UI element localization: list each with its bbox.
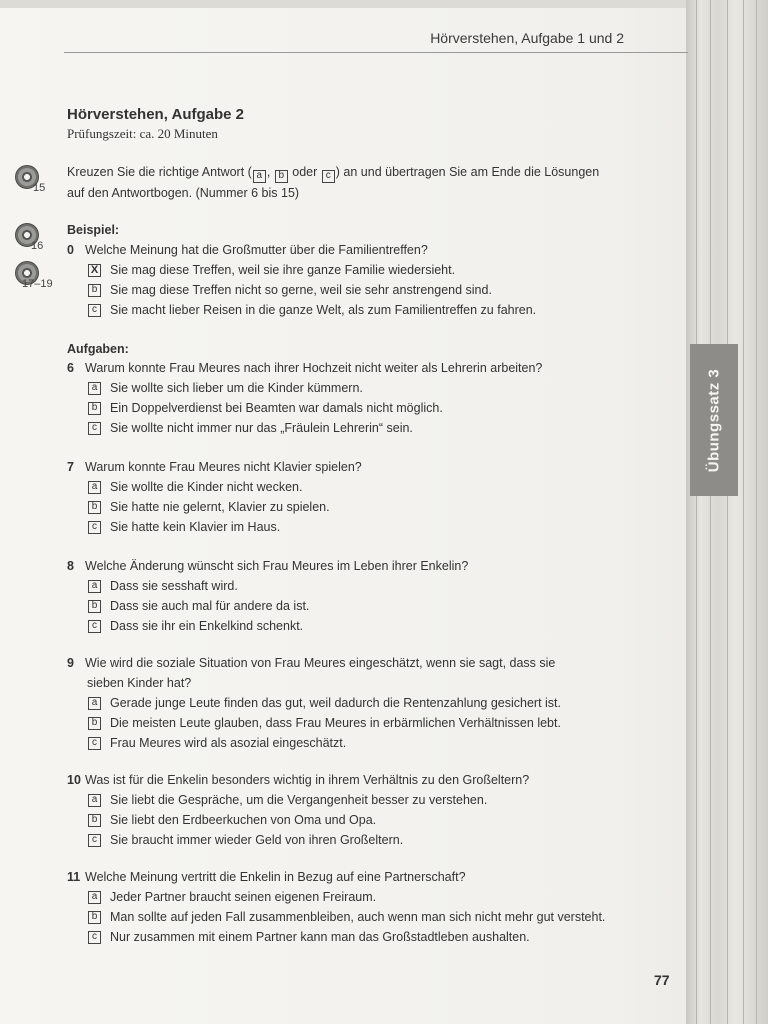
option-text: Sie wollte die Kinder nicht wecken. bbox=[110, 480, 303, 494]
option-text: Sie wollte sich lieber um die Kinder kümmern. bbox=[110, 381, 363, 395]
answer-box[interactable]: c bbox=[88, 521, 101, 534]
option-text: Jeder Partner braucht seinen eigenen Freiraum. bbox=[110, 890, 377, 904]
option-text: Die meisten Leute glauben, dass Frau Meures in erbärmlichen Verhältnissen lebt. bbox=[110, 716, 561, 730]
option bbox=[87, 736, 346, 750]
option bbox=[87, 930, 530, 944]
page-edge-strip bbox=[686, 0, 768, 1024]
example-option bbox=[87, 283, 492, 297]
cd-track-label: 17–19 bbox=[22, 278, 53, 290]
answer-box[interactable]: b bbox=[88, 814, 101, 827]
answer-box[interactable]: a bbox=[88, 891, 101, 904]
option bbox=[87, 910, 605, 924]
side-tab-uebungssatz bbox=[690, 344, 738, 496]
header-rule bbox=[64, 52, 688, 53]
option-text: Man sollte auf jeden Fall zusammenbleiben, auch wenn man sich nicht mehr gut versteht. bbox=[110, 910, 606, 924]
answer-box[interactable]: b bbox=[88, 501, 101, 514]
question-number: 6 bbox=[67, 361, 74, 375]
question-number: 9 bbox=[67, 656, 74, 670]
instruction-text bbox=[67, 162, 627, 204]
instruction-separator: , bbox=[266, 165, 271, 179]
option bbox=[87, 500, 330, 514]
option bbox=[87, 480, 302, 494]
option bbox=[87, 520, 280, 534]
option bbox=[87, 813, 376, 827]
question-number: 0 bbox=[67, 243, 74, 257]
question-text: Wie wird die soziale Situation von Frau Meures eingeschätzt, wenn sie sagt, dass sie bbox=[85, 656, 556, 670]
answer-box: b bbox=[88, 284, 101, 297]
page-top-edge bbox=[0, 0, 768, 8]
answer-box[interactable]: a bbox=[88, 794, 101, 807]
question-number: 8 bbox=[67, 559, 74, 573]
answer-box[interactable]: c bbox=[88, 422, 101, 435]
checked-box: X bbox=[88, 264, 101, 277]
example-option bbox=[87, 303, 536, 317]
option bbox=[87, 381, 363, 395]
answer-box[interactable]: c bbox=[88, 620, 101, 633]
question-number: 7 bbox=[67, 460, 74, 474]
section-subtitle: Prüfungszeit: ca. 20 Minuten bbox=[67, 126, 218, 141]
question-text: Warum konnte Frau Meures nach ihrer Hochzeit nicht weiter als Lehrerin arbeiten? bbox=[85, 361, 543, 375]
running-header: Hörverstehen, Aufgabe 1 und 2 bbox=[430, 30, 624, 46]
cd-track-label: 16 bbox=[31, 240, 44, 252]
question bbox=[67, 460, 362, 474]
option-text: Sie hatte kein Klavier im Haus. bbox=[110, 520, 281, 534]
question bbox=[67, 559, 468, 573]
answer-box[interactable]: a bbox=[88, 580, 101, 593]
option-text: Sie mag diese Treffen, weil sie ihre ganze Familie wiedersieht. bbox=[110, 263, 456, 277]
example-question bbox=[67, 243, 428, 257]
instruction-part2: ) an und übertragen Sie am Ende die Lösungen bbox=[335, 165, 600, 179]
answer-box[interactable]: b bbox=[88, 717, 101, 730]
option-text: Sie liebt die Gespräche, um die Vergangenheit besser zu verstehen. bbox=[110, 793, 488, 807]
answer-box[interactable]: a bbox=[88, 382, 101, 395]
answer-box[interactable]: b bbox=[88, 600, 101, 613]
option-text: Sie hatte nie gelernt, Klavier zu spielen. bbox=[110, 500, 330, 514]
option-text: Dass sie auch mal für andere da ist. bbox=[110, 599, 310, 613]
instruction-line2: auf den Antwortbogen. (Nummer 6 bis 15) bbox=[67, 186, 300, 200]
question bbox=[67, 773, 529, 787]
question bbox=[67, 870, 466, 884]
option-text: Nur zusammen mit einem Partner kann man das Großstadtleben aushalten. bbox=[110, 930, 530, 944]
answer-box[interactable]: c bbox=[88, 737, 101, 750]
question-text: Was ist für die Enkelin besonders wichtig in ihrem Verhältnis zu den Großeltern? bbox=[85, 773, 530, 787]
option bbox=[87, 401, 443, 415]
option bbox=[87, 696, 561, 710]
option bbox=[87, 599, 309, 613]
question-text-line2: sieben Kinder hat? bbox=[87, 676, 192, 690]
option bbox=[87, 421, 413, 435]
option-text: Gerade junge Leute finden das gut, weil dadurch die Rentenzahlung gesichert ist. bbox=[110, 696, 561, 710]
answer-box[interactable]: c bbox=[88, 834, 101, 847]
answer-box-c-sample: c bbox=[322, 170, 335, 183]
question-number: 10 bbox=[67, 773, 81, 787]
answer-box[interactable]: b bbox=[88, 402, 101, 415]
option-text: Dass sie sesshaft wird. bbox=[110, 579, 238, 593]
option-text: Frau Meures wird als asozial eingeschätzt. bbox=[110, 736, 347, 750]
answer-box-b-sample: b bbox=[275, 170, 288, 183]
side-tab-label: Übungssatz 3 bbox=[705, 368, 723, 472]
instruction-part1: Kreuzen Sie die richtige Antwort ( bbox=[67, 165, 252, 179]
option bbox=[87, 890, 376, 904]
option-text: Sie mag diese Treffen nicht so gerne, weil sie sehr anstrengend sind. bbox=[110, 283, 492, 297]
option bbox=[87, 716, 561, 730]
option bbox=[87, 619, 303, 633]
answer-box-a-sample: a bbox=[253, 170, 266, 183]
option-text: Sie wollte nicht immer nur das „Fräulein Lehrerin“ sein. bbox=[110, 421, 413, 435]
cd-track-label: 15 bbox=[33, 182, 46, 194]
question-text: Welche Meinung hat die Großmutter über die Familientreffen? bbox=[85, 243, 428, 257]
example-option bbox=[87, 263, 455, 277]
answer-box[interactable]: c bbox=[88, 931, 101, 944]
question-text: Welche Änderung wünscht sich Frau Meures im Leben ihrer Enkelin? bbox=[85, 559, 469, 573]
section-title: Hörverstehen, Aufgabe 2 bbox=[67, 106, 244, 123]
answer-box[interactable]: a bbox=[88, 481, 101, 494]
option-text: Dass sie ihr ein Enkelkind schenkt. bbox=[110, 619, 304, 633]
option bbox=[87, 579, 238, 593]
page-number: 77 bbox=[654, 972, 670, 988]
option bbox=[87, 793, 487, 807]
answer-box[interactable]: a bbox=[88, 697, 101, 710]
example-label: Beispiel: bbox=[67, 223, 120, 237]
answer-box[interactable]: b bbox=[88, 911, 101, 924]
answer-box: c bbox=[88, 304, 101, 317]
option-text: Sie macht lieber Reisen in die ganze Welt, als zum Familientreffen zu fahren. bbox=[110, 303, 537, 317]
question bbox=[67, 656, 555, 670]
question bbox=[67, 361, 542, 375]
question-text: Warum konnte Frau Meures nicht Klavier spielen? bbox=[85, 460, 362, 474]
question-number: 11 bbox=[67, 870, 81, 884]
question-text: Welche Meinung vertritt die Enkelin in Bezug auf eine Partnerschaft? bbox=[85, 870, 466, 884]
instruction-separator-oder: oder bbox=[292, 165, 318, 179]
option bbox=[87, 833, 403, 847]
option-text: Sie braucht immer wieder Geld von ihren Großeltern. bbox=[110, 833, 404, 847]
option-text: Sie liebt den Erdbeerkuchen von Oma und Opa. bbox=[110, 813, 377, 827]
tasks-label: Aufgaben: bbox=[67, 342, 129, 356]
option-text: Ein Doppelverdienst bei Beamten war damals nicht möglich. bbox=[110, 401, 443, 415]
